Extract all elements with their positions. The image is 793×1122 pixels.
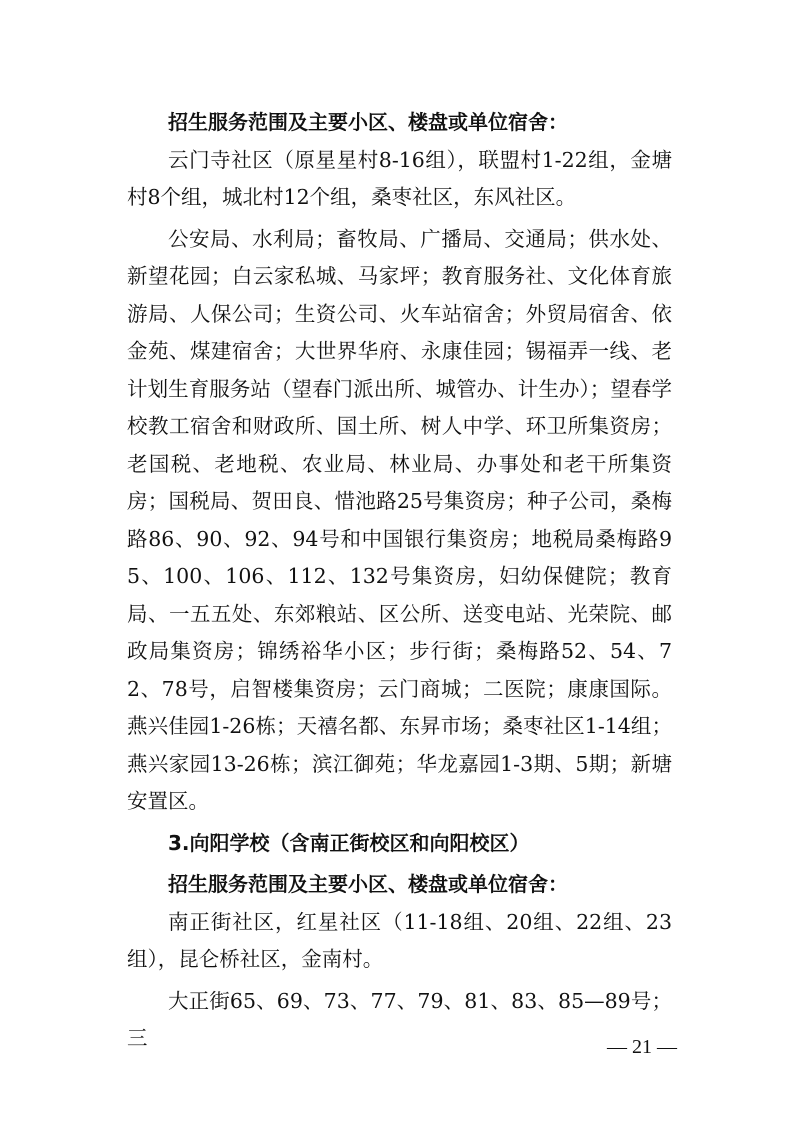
page-number: — 21 — bbox=[607, 1036, 677, 1058]
paragraph-communities-2: 南正街社区，红星社区（11-18组、20组、22组、23组），昆仑桥社区，金南村。 bbox=[127, 909, 672, 971]
paragraph-units-and-housing: 公安局、水利局；畜牧局、广播局、交通局；供水处、新望花园；白云家私城、马家坪；教育服务社、文化体育旅游局、人保公司；生资公司、火车站宿舍；外贸局宿舍、依金苑、煤建宿舍；大世界华府、永康佳园；锡福弄一线、老计划生育服务站（望春门派出所、城管办、计生办）；望春学校教工宿舍和财政所、国土所、树人中学、环卫所集资房；老国税、老地税、农业局、林业局、办事处和老干所集资房；国税局、贺田良、惜池路25号集资房；种子公司，桑梅路86、90、92、94号和中国银行集资房；地税局桑梅路95、100、106、112、132号集资房，妇幼保健院；教育局、一五五处、东郊粮站、区公所、送变电站、光荣院、邮政局集资房；锦绣裕华小区；步行街；桑梅路52、54、72、78号，启智楼集资房；云门商城；二医院；康康国际。燕兴佳园1-26栋；天禧名都、东昇市场；桑枣社区1-14组；燕兴家园13-26栋；滨江御苑；华龙嘉园1-3期、5期；新塘安置区。 bbox=[127, 226, 672, 813]
paragraph-streets: 大正街65、69、73、77、79、81、83、85—89号；三 bbox=[127, 988, 672, 1050]
paragraph-communities: 云门寺社区（原星星村8-16组），联盟村1-22组，金塘村8个组，城北村12个组，桑枣社区，东风社区。 bbox=[127, 147, 672, 209]
section-heading-enrollment-scope: 招生服务范围及主要小区、楼盘或单位宿舍： bbox=[168, 110, 568, 134]
section-heading-xiangyang-school: 3.向阳学校（含南正街校区和向阳校区） bbox=[168, 830, 530, 855]
document-body bbox=[127, 104, 672, 1058]
section-heading-enrollment-scope-2: 招生服务范围及主要小区、楼盘或单位宿舍： bbox=[168, 872, 568, 896]
